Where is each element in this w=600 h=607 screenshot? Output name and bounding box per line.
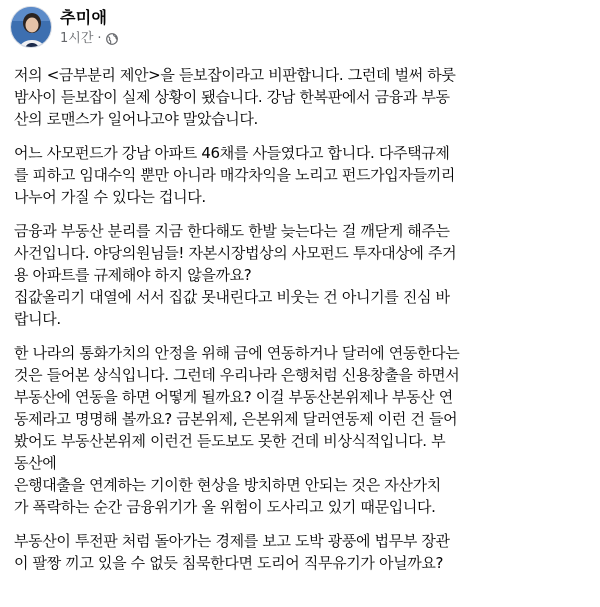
post-text-line: 부동산에 연동을 하면 어떻게 될까요? 이걸 부동산본위제나 부동산 연 xyxy=(14,388,453,406)
post-text-line: 를 피하고 임대수익 뿐만 아니라 매각차익을 노리고 펀드가입자들끼리 xyxy=(14,166,455,184)
post-paragraph xyxy=(14,142,588,208)
post-text-line: 저의 <금부분리 제안>을 듣보잡이라고 비판합니다. 그런데 벌써 하룻 xyxy=(14,66,456,84)
post-text-line: 은행대출을 연계하는 기이한 현상을 방치하면 안되는 것은 자산가치 xyxy=(14,476,441,494)
post-content xyxy=(10,64,590,574)
post-header xyxy=(10,0,590,64)
post-paragraph xyxy=(14,64,588,130)
post-text-line: 한 나라의 통화가치의 안정을 위해 금에 연동하거나 달러에 연동한다는 xyxy=(14,344,460,362)
post-text-line: 가 폭락하는 순간 금융위기가 올 위험이 도사리고 있기 때문입니다. xyxy=(14,498,436,516)
post-text-line: 동산에 xyxy=(14,454,57,472)
post-paragraph xyxy=(14,342,588,518)
post-text-line: 산의 로맨스가 일어나고야 말았습니다. xyxy=(14,110,258,128)
post-text-line: 것은 들어본 상식입니다. 그런데 우리나라 은행처럼 신용창출을 하면서 xyxy=(14,366,460,384)
post-paragraph xyxy=(14,220,588,330)
meta-separator: · xyxy=(97,31,102,46)
post-text-line: 집값올리기 대열에 서서 집값 못내린다고 비웃는 건 아니기를 진심 바 xyxy=(14,288,450,306)
post-subline xyxy=(60,30,118,48)
author-name[interactable]: 추미애 xyxy=(60,8,108,27)
author-avatar[interactable] xyxy=(10,6,52,48)
post-text-line: 나누어 가질 수 있다는 겁니다. xyxy=(14,188,206,206)
post-text-line: 봤어도 부동산본위제 이런건 듣도보도 못한 건데 비상식적입니다. 부 xyxy=(14,432,446,450)
globe-icon[interactable] xyxy=(106,33,118,45)
post-timestamp[interactable]: 1시간 xyxy=(60,31,94,46)
post-text-line: 밤사이 듣보잡이 실제 상황이 됐습니다. 강남 한복판에서 금융과 부동 xyxy=(14,88,450,106)
post-text-line: 어느 사모펀드가 강남 아파트 46채를 사들였다고 합니다. 다주택규제 xyxy=(14,144,450,162)
post-paragraph xyxy=(14,530,588,574)
post-text-line: 용 아파트를 규제해야 하지 않을까요? xyxy=(14,266,252,284)
post-meta xyxy=(60,6,118,48)
post-text-line: 사건입니다. 야당의원님들! 자본시장법상의 사모펀드 투자대상에 주거 xyxy=(14,244,457,262)
post-text-line: 이 팔짱 끼고 있을 수 없듯 침묵한다면 도리어 직무유기가 아닐까요? xyxy=(14,554,444,572)
post-text-line: 부동산이 투전판 처럼 돌아가는 경제를 보고 도박 광풍에 법무부 장관 xyxy=(14,532,450,550)
post-text-line: 동제라고 명명해 볼까요? 금본위제, 은본위제 달러연동제 이런 건 들어 xyxy=(14,410,458,428)
post-text-line: 랍니다. xyxy=(14,310,61,328)
post-text-line: 금융과 부동산 분리를 지금 한다해도 한발 늦는다는 걸 깨닫게 해주는 xyxy=(14,222,450,240)
